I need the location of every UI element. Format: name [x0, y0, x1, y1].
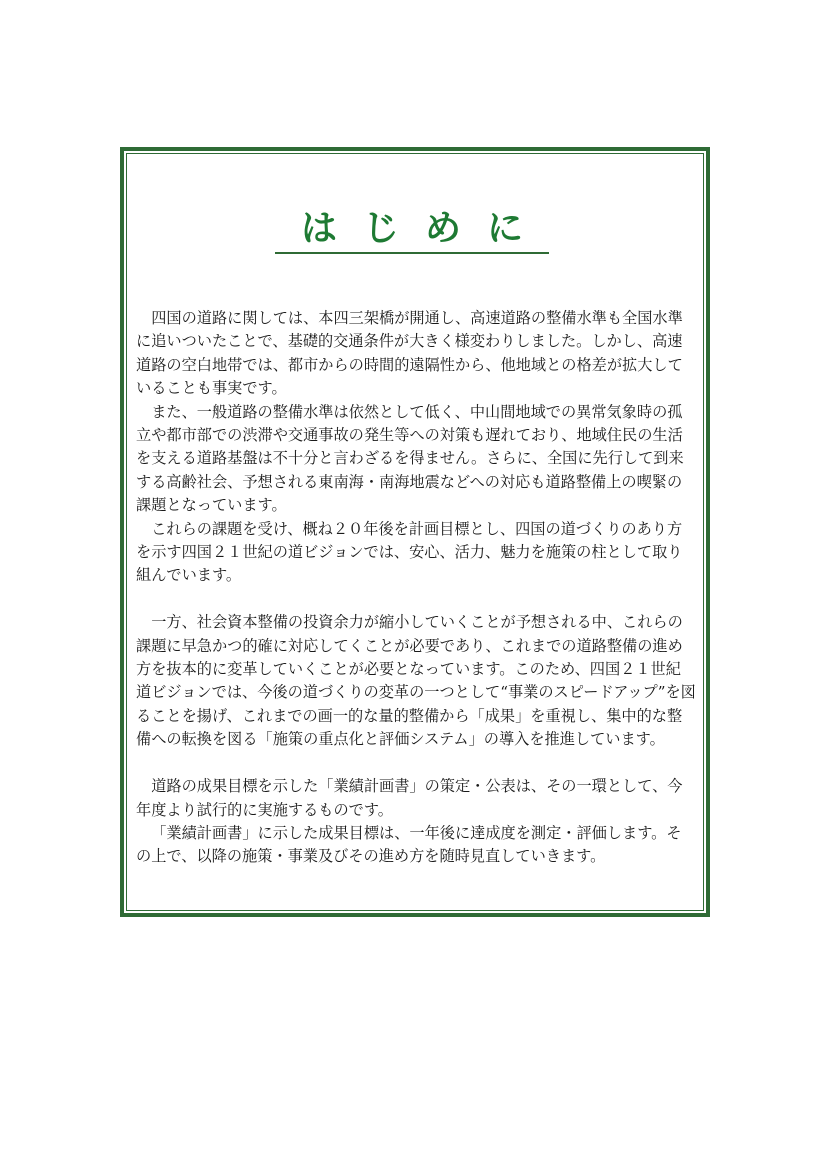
- paragraph-6: 「業績計画書」に示した成果目標は、一年後に達成度を測定・評価します。その上で、以降の施策・事業及びその進め方を随時見直していきます。: [136, 823, 682, 866]
- page-title-container: [0, 206, 824, 254]
- paragraph-4: 一方、社会資本整備の投資余力が縮小していくことが予想される中、これらの課題に早急かつ的確に対応してくことが必要であり、これまでの道路整備の進め方を抜本的に変革していくことが必要となっています。このため、四国２１世紀道ビジョンでは、今後の道づくりの変革の一つとして“事業のスピードアップ”を図ることを揚げ、これまでの画一的な量的整備から「成果」を重視し、集中的な整備への転換を図る「施策の重点化と評価システム」の導入を推進しています。: [136, 613, 696, 749]
- paragraph-5: 道路の成果目標を示した「業績計画書」の策定・公表は、その一環として、今年度より試行的に実施するものです。: [136, 777, 683, 819]
- paragraph-3: これらの課題を受け、概ね２０年後を計画目標とし、四国の道づくりのあり方を示す四国２１世紀の道ビジョンでは、安心、活力、魅力を施策の柱として取り組んでいます。: [136, 519, 683, 585]
- introduction-body: [136, 307, 696, 869]
- page-title: はじめに: [275, 206, 549, 254]
- paragraph-2: また、一般道路の整備水準は依然として低く、中山間地域での異常気象時の孤立や都市部での渋滞や交通事故の発生等への対策も遅れており、地域住民の生活を支える道路基盤は不十分と言わざるを得ません。さらに、全国に先行して到来する高齢社会、予想される東南海・南海地震などへの対応も道路整備上の喫緊の課題となっています。: [136, 402, 684, 515]
- paragraph-1: 四国の道路に関しては、本四三架橋が開通し、高速道路の整備水準も全国水準に追いついたことで、基礎的交通条件が大きく様変わりしました。しかし、高速道路の空白地帯では、都市からの時間的遠隔性から、他地域との格差が拡大していることも事実です。: [136, 309, 683, 398]
